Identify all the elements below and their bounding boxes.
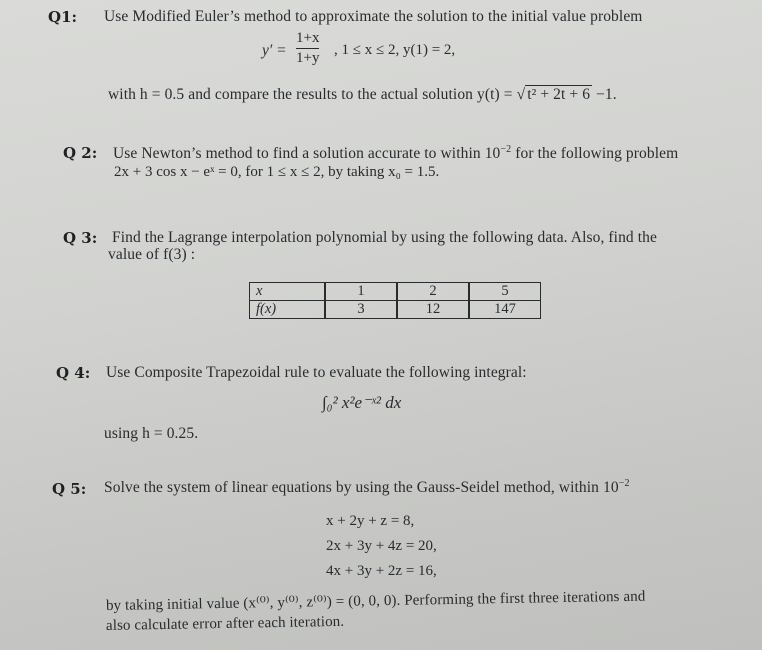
- table-cell: 2: [397, 283, 469, 301]
- q5-text-a: Solve the system of linear equations by using the Gauss-Seidel method, within 10: [104, 479, 619, 497]
- q5-text: [104, 478, 630, 497]
- q5-label: Q 5:: [52, 480, 87, 498]
- table-cell: 5: [469, 283, 541, 301]
- q5-line-b: also calculate error after each iteration.: [105, 613, 345, 634]
- q1-ode-lhs: y′ =: [262, 42, 287, 59]
- q1-frac-den: 1+y: [296, 50, 320, 66]
- q1-frac-num: 1+x: [296, 30, 320, 46]
- q3-label: Q 3:: [63, 229, 98, 247]
- q1-conditions: , 1 ≤ x ≤ 2, y(1) = 2,: [334, 42, 456, 58]
- sqrt-icon: √: [516, 86, 526, 103]
- q5-eq1: x + 2y + z = 8,: [326, 513, 415, 529]
- lagrange-data-table: [249, 282, 541, 319]
- q2-line1-b: for the following problem: [511, 145, 679, 163]
- q4-integral: ∫₀² x²e⁻ˣ² dx: [322, 393, 402, 412]
- q1-line3-b: −1.: [596, 86, 617, 103]
- q5-text-exp: −2: [618, 478, 630, 489]
- table-cell: 12: [397, 301, 469, 319]
- q5-line-a: by taking initial value (x⁽⁰⁾, y⁽⁰⁾, z⁽⁰⁾) = (0, 0, 0). Performing the first three iterations and: [105, 588, 646, 614]
- q2-line1-exp: −2: [500, 144, 512, 155]
- q1-line3: [108, 86, 617, 104]
- q4-using: using h = 0.25.: [104, 425, 199, 442]
- table-row: [250, 301, 541, 319]
- table-cell: 147: [469, 301, 541, 319]
- q2-line1: [113, 144, 678, 163]
- table-row-label-x: x: [250, 283, 326, 301]
- q1-sqrt-arg: t² + 2t + 6: [527, 86, 591, 103]
- q5-eq3: 4x + 3y + 2z = 16,: [326, 563, 437, 579]
- q5-eq2: 2x + 3y + 4z = 20,: [326, 538, 437, 554]
- q1-line3-a: with h = 0.5 and compare the results to the actual solution y(t) =: [108, 86, 513, 103]
- q2-label: Q 2:: [63, 144, 98, 162]
- q4-label: Q 4:: [56, 364, 91, 382]
- q1-sqrt: [517, 86, 592, 104]
- q1-frac-bar: [296, 48, 319, 49]
- q2-line2: 2x + 3 cos x − eˣ = 0, for 1 ≤ x ≤ 2, by taking x₀ = 1.5.: [114, 164, 440, 180]
- q1-label: Q1:: [48, 8, 78, 26]
- table-row: [250, 283, 541, 301]
- table-row-label-fx: f(x): [250, 301, 326, 319]
- q3-line2: value of f(3) :: [108, 246, 196, 263]
- q1-fraction: [296, 30, 319, 67]
- table-cell: 3: [325, 301, 397, 319]
- q3-line1: Find the Lagrange interpolation polynomial by using the following data. Also, find the: [112, 229, 657, 246]
- q2-line1-a: Use Newton’s method to find a solution accurate to within 10: [113, 145, 501, 163]
- q1-text: Use Modified Euler’s method to approximate the solution to the initial value problem: [104, 8, 643, 25]
- table-cell: 1: [325, 283, 397, 301]
- q4-text: Use Composite Trapezoidal rule to evaluate the following integral:: [106, 364, 527, 381]
